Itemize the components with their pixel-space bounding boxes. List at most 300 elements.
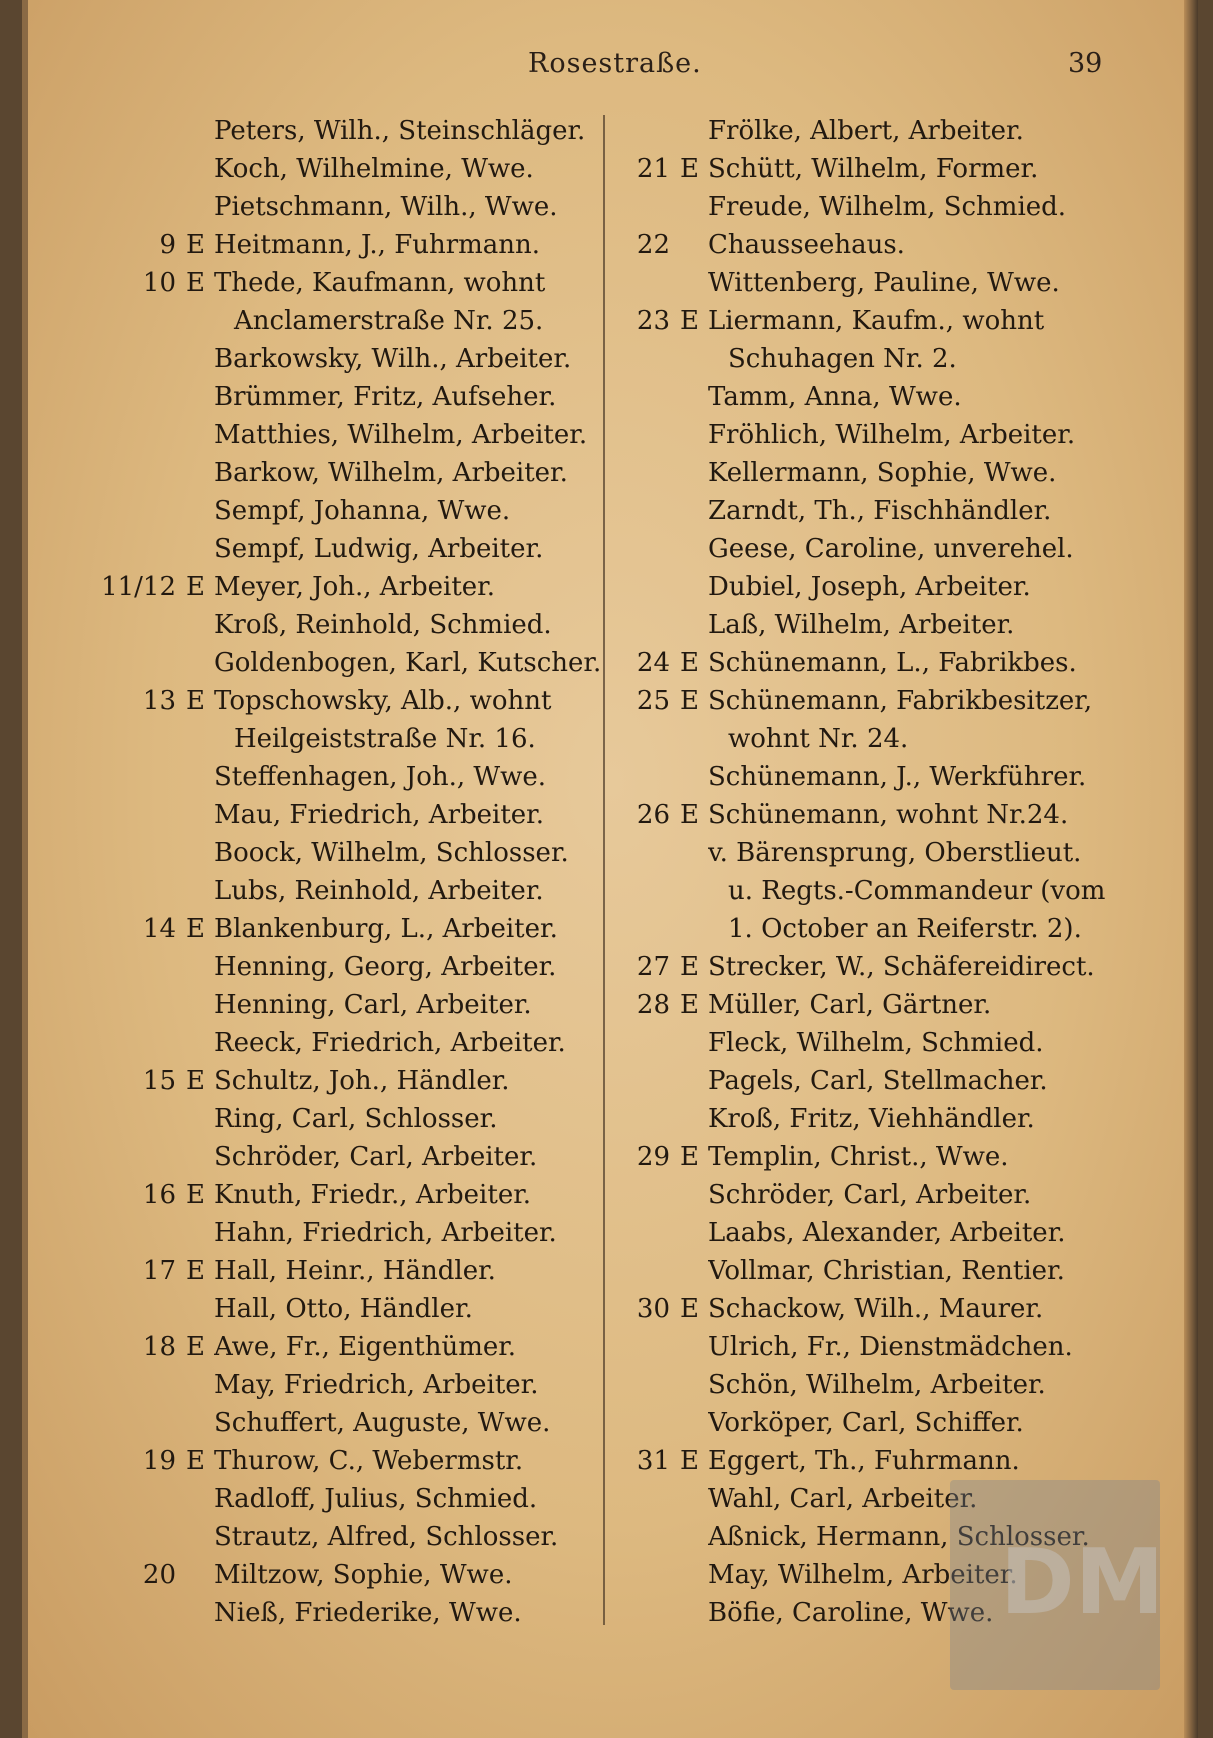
resident-text: Tamm, Anna, Wwe. bbox=[708, 382, 962, 412]
owner-marker bbox=[186, 188, 214, 226]
owner-marker bbox=[680, 872, 708, 910]
resident-text: Schröder, Carl, Arbeiter. bbox=[214, 1142, 538, 1172]
house-number bbox=[612, 1556, 680, 1594]
owner-marker bbox=[186, 416, 214, 454]
resident-text: Koch, Wilhelmine, Wwe. bbox=[214, 154, 534, 184]
running-title: Rosestraße. bbox=[528, 48, 702, 79]
directory-entry bbox=[612, 1062, 1132, 1100]
directory-entry bbox=[98, 1062, 618, 1100]
directory-entry bbox=[98, 530, 618, 568]
house-number bbox=[612, 606, 680, 644]
house-number: 14 bbox=[142, 914, 176, 944]
resident-text: Schuhagen Nr. 2. bbox=[728, 344, 957, 374]
resident-text: Nieß, Friederike, Wwe. bbox=[214, 1598, 522, 1628]
owner-marker bbox=[186, 1290, 214, 1328]
owner-marker: E bbox=[680, 648, 699, 678]
directory-entry bbox=[612, 796, 1132, 834]
owner-marker bbox=[680, 606, 708, 644]
directory-entry bbox=[98, 1100, 618, 1138]
house-number: 13 bbox=[142, 686, 176, 716]
house-number bbox=[612, 1404, 680, 1442]
book-page bbox=[22, 0, 1198, 1738]
house-number: 23 bbox=[636, 306, 670, 336]
resident-text: Miltzow, Sophie, Wwe. bbox=[214, 1560, 513, 1590]
resident-text: Strecker, W., Schäfereidirect. bbox=[708, 952, 1095, 982]
owner-marker bbox=[680, 416, 708, 454]
owner-marker bbox=[186, 150, 214, 188]
house-number bbox=[98, 1214, 186, 1252]
house-number bbox=[98, 758, 186, 796]
directory-entry bbox=[612, 112, 1132, 150]
resident-text: Heilgeiststraße Nr. 16. bbox=[234, 724, 536, 754]
owner-marker: E bbox=[186, 1332, 205, 1362]
directory-entry bbox=[98, 682, 618, 720]
resident-text: Steffenhagen, Joh., Wwe. bbox=[214, 762, 547, 792]
directory-entry bbox=[612, 1442, 1132, 1480]
house-number: 21 bbox=[636, 154, 670, 184]
owner-marker bbox=[186, 454, 214, 492]
directory-entry bbox=[612, 568, 1132, 606]
directory-entry bbox=[98, 606, 618, 644]
house-number bbox=[612, 1252, 680, 1290]
house-number bbox=[98, 834, 186, 872]
resident-text: Peters, Wilh., Steinschläger. bbox=[214, 116, 586, 146]
owner-marker bbox=[680, 1518, 708, 1556]
house-number: 29 bbox=[636, 1142, 670, 1172]
house-number bbox=[612, 834, 680, 872]
directory-entry bbox=[612, 872, 1132, 910]
resident-text: Goldenbogen, Karl, Kutscher. bbox=[214, 648, 602, 678]
house-number bbox=[98, 986, 186, 1024]
resident-text: Schuffert, Auguste, Wwe. bbox=[214, 1408, 551, 1438]
owner-marker: E bbox=[680, 686, 699, 716]
directory-entry bbox=[98, 1176, 618, 1214]
resident-text: wohnt Nr. 24. bbox=[728, 724, 909, 754]
resident-text: Henning, Georg, Arbeiter. bbox=[214, 952, 557, 982]
resident-text: Fleck, Wilhelm, Schmied. bbox=[708, 1028, 1044, 1058]
resident-text: Vollmar, Christian, Rentier. bbox=[708, 1256, 1065, 1286]
resident-text: Barkowsky, Wilh., Arbeiter. bbox=[214, 344, 572, 374]
owner-marker bbox=[680, 226, 708, 264]
owner-marker bbox=[680, 188, 708, 226]
directory-entry bbox=[98, 1480, 618, 1518]
directory-entry bbox=[98, 644, 618, 682]
owner-marker bbox=[680, 910, 708, 948]
owner-marker bbox=[680, 1024, 708, 1062]
resident-text: Schackow, Wilh., Maurer. bbox=[708, 1294, 1044, 1324]
owner-marker bbox=[680, 112, 708, 150]
directory-entry bbox=[98, 1594, 618, 1632]
house-number: 22 bbox=[636, 230, 670, 260]
directory-entry bbox=[98, 226, 618, 264]
house-number: 20 bbox=[142, 1560, 176, 1590]
house-number bbox=[98, 416, 186, 454]
directory-entry bbox=[612, 1252, 1132, 1290]
directory-entry bbox=[612, 986, 1132, 1024]
directory-entry bbox=[612, 1176, 1132, 1214]
house-number: 24 bbox=[636, 648, 670, 678]
owner-marker bbox=[186, 112, 214, 150]
directory-entry bbox=[98, 112, 618, 150]
right-column bbox=[612, 112, 1132, 1632]
house-number bbox=[612, 264, 680, 302]
owner-marker: E bbox=[680, 800, 699, 830]
resident-text: Liermann, Kaufm., wohnt bbox=[708, 306, 1045, 336]
house-number bbox=[612, 720, 680, 758]
directory-entry bbox=[612, 1024, 1132, 1062]
house-number bbox=[98, 188, 186, 226]
directory-entry bbox=[98, 1556, 618, 1594]
resident-text: Ring, Carl, Schlosser. bbox=[214, 1104, 498, 1134]
directory-entry bbox=[98, 720, 618, 758]
directory-entry bbox=[98, 1518, 618, 1556]
resident-text: Schultz, Joh., Händler. bbox=[214, 1066, 510, 1096]
resident-text: Vorköper, Carl, Schiffer. bbox=[708, 1408, 1024, 1438]
resident-text: Hahn, Friedrich, Arbeiter. bbox=[214, 1218, 557, 1248]
resident-text: Knuth, Friedr., Arbeiter. bbox=[214, 1180, 532, 1210]
owner-marker: E bbox=[680, 952, 699, 982]
owner-marker bbox=[680, 1366, 708, 1404]
house-number: 10 bbox=[142, 268, 176, 298]
owner-marker bbox=[186, 302, 214, 340]
house-number: 18 bbox=[142, 1332, 176, 1362]
resident-text: Chausseehaus. bbox=[708, 230, 905, 260]
directory-entry bbox=[612, 606, 1132, 644]
resident-text: Sempf, Johanna, Wwe. bbox=[214, 496, 511, 526]
house-number bbox=[612, 872, 680, 910]
resident-text: Böfie, Caroline, Wwe. bbox=[708, 1598, 994, 1628]
directory-entry bbox=[98, 834, 618, 872]
resident-text: Henning, Carl, Arbeiter. bbox=[214, 990, 532, 1020]
resident-text: Wahl, Carl, Arbeiter. bbox=[708, 1484, 978, 1514]
directory-entry bbox=[612, 378, 1132, 416]
directory-entry bbox=[612, 1290, 1132, 1328]
directory-entry bbox=[98, 416, 618, 454]
owner-marker bbox=[680, 264, 708, 302]
resident-text: Topschowsky, Alb., wohnt bbox=[214, 686, 552, 716]
owner-marker bbox=[186, 492, 214, 530]
watermark-text: DM bbox=[1000, 1530, 1165, 1635]
house-number bbox=[98, 606, 186, 644]
resident-text: Ulrich, Fr., Dienstmädchen. bbox=[708, 1332, 1073, 1362]
resident-text: 1. October an Reiferstr. 2). bbox=[728, 914, 1082, 944]
owner-marker bbox=[680, 1480, 708, 1518]
house-number bbox=[612, 1366, 680, 1404]
house-number bbox=[98, 1100, 186, 1138]
directory-entry bbox=[98, 568, 618, 606]
resident-text: Heitmann, J., Fuhrmann. bbox=[214, 230, 541, 260]
directory-entry bbox=[98, 454, 618, 492]
owner-marker bbox=[186, 530, 214, 568]
house-number: 17 bbox=[142, 1256, 176, 1286]
owner-marker bbox=[680, 568, 708, 606]
directory-entry bbox=[612, 416, 1132, 454]
resident-text: Schön, Wilhelm, Arbeiter. bbox=[708, 1370, 1046, 1400]
resident-text: Brümmer, Fritz, Aufseher. bbox=[214, 382, 557, 412]
owner-marker bbox=[186, 948, 214, 986]
resident-text: Geese, Caroline, unverehel. bbox=[708, 534, 1074, 564]
owner-marker bbox=[680, 1214, 708, 1252]
directory-entry bbox=[612, 682, 1132, 720]
directory-entry bbox=[98, 1404, 618, 1442]
house-number bbox=[612, 1480, 680, 1518]
directory-entry bbox=[612, 720, 1132, 758]
resident-text: Schünemann, L., Fabrikbes. bbox=[708, 648, 1077, 678]
owner-marker bbox=[680, 1062, 708, 1100]
owner-marker: E bbox=[186, 1180, 205, 1210]
directory-entry bbox=[98, 872, 618, 910]
directory-entry bbox=[98, 340, 618, 378]
resident-text: Schünemann, Fabrikbesitzer, bbox=[708, 686, 1093, 716]
house-number bbox=[98, 1518, 186, 1556]
house-number: 26 bbox=[636, 800, 670, 830]
house-number bbox=[98, 796, 186, 834]
owner-marker bbox=[680, 340, 708, 378]
owner-marker: E bbox=[186, 686, 205, 716]
resident-text: Aßnick, Hermann, Schlosser. bbox=[708, 1522, 1090, 1552]
directory-entry bbox=[612, 1138, 1132, 1176]
directory-entry bbox=[98, 1138, 618, 1176]
directory-entry bbox=[98, 1024, 618, 1062]
directory-entry bbox=[612, 1214, 1132, 1252]
directory-entry bbox=[98, 1214, 618, 1252]
house-number bbox=[612, 758, 680, 796]
owner-marker bbox=[186, 796, 214, 834]
owner-marker bbox=[186, 606, 214, 644]
owner-marker bbox=[186, 644, 214, 682]
owner-marker bbox=[680, 720, 708, 758]
owner-marker bbox=[186, 834, 214, 872]
house-number bbox=[98, 530, 186, 568]
page-number: 39 bbox=[1068, 48, 1103, 79]
resident-text: Dubiel, Joseph, Arbeiter. bbox=[708, 572, 1031, 602]
directory-entry bbox=[98, 150, 618, 188]
house-number bbox=[612, 910, 680, 948]
owner-marker bbox=[680, 1252, 708, 1290]
owner-marker bbox=[186, 1594, 214, 1632]
owner-marker bbox=[680, 530, 708, 568]
owner-marker bbox=[680, 1404, 708, 1442]
resident-text: Eggert, Th., Fuhrmann. bbox=[708, 1446, 1020, 1476]
owner-marker bbox=[680, 1100, 708, 1138]
house-number bbox=[612, 492, 680, 530]
house-number bbox=[98, 1366, 186, 1404]
owner-marker bbox=[186, 720, 214, 758]
directory-entry bbox=[612, 1404, 1132, 1442]
owner-marker bbox=[680, 1556, 708, 1594]
house-number bbox=[612, 340, 680, 378]
house-number: 9 bbox=[159, 230, 176, 260]
owner-marker bbox=[186, 758, 214, 796]
house-number bbox=[98, 1480, 186, 1518]
directory-entry bbox=[98, 796, 618, 834]
resident-text: Laabs, Alexander, Arbeiter. bbox=[708, 1218, 1066, 1248]
resident-text: Fröhlich, Wilhelm, Arbeiter. bbox=[708, 420, 1076, 450]
resident-text: Pagels, Carl, Stellmacher. bbox=[708, 1066, 1048, 1096]
directory-entry bbox=[612, 1100, 1132, 1138]
directory-entry bbox=[612, 302, 1132, 340]
owner-marker bbox=[680, 454, 708, 492]
resident-text: Barkow, Wilhelm, Arbeiter. bbox=[214, 458, 568, 488]
directory-entry bbox=[98, 1442, 618, 1480]
house-number bbox=[612, 454, 680, 492]
directory-entry bbox=[98, 1328, 618, 1366]
directory-entry bbox=[98, 492, 618, 530]
house-number bbox=[98, 720, 186, 758]
house-number bbox=[98, 340, 186, 378]
house-number bbox=[612, 378, 680, 416]
owner-marker: E bbox=[186, 230, 205, 260]
left-column bbox=[98, 112, 618, 1632]
resident-text: Kroß, Fritz, Viehhändler. bbox=[708, 1104, 1035, 1134]
resident-text: Frölke, Albert, Arbeiter. bbox=[708, 116, 1024, 146]
directory-entry bbox=[98, 1290, 618, 1328]
resident-text: May, Friedrich, Arbeiter. bbox=[214, 1370, 539, 1400]
owner-marker: E bbox=[186, 914, 205, 944]
directory-entry bbox=[612, 530, 1132, 568]
owner-marker bbox=[186, 872, 214, 910]
directory-entry bbox=[98, 264, 618, 302]
directory-entry bbox=[98, 910, 618, 948]
owner-marker bbox=[680, 1328, 708, 1366]
owner-marker bbox=[680, 1594, 708, 1632]
resident-text: Anclamerstraße Nr. 25. bbox=[234, 306, 544, 336]
owner-marker bbox=[186, 1024, 214, 1062]
owner-marker: E bbox=[186, 268, 205, 298]
resident-text: v. Bärensprung, Oberstlieut. bbox=[708, 838, 1082, 868]
house-number bbox=[612, 1518, 680, 1556]
directory-entry bbox=[612, 150, 1132, 188]
page-header bbox=[28, 48, 1198, 88]
resident-text: Strautz, Alfred, Schlosser. bbox=[214, 1522, 559, 1552]
house-number: 28 bbox=[636, 990, 670, 1020]
owner-marker: E bbox=[186, 572, 205, 602]
resident-text: Boock, Wilhelm, Schlosser. bbox=[214, 838, 569, 868]
owner-marker bbox=[186, 1480, 214, 1518]
resident-text: Matthies, Wilhelm, Arbeiter. bbox=[214, 420, 588, 450]
directory-entry bbox=[98, 758, 618, 796]
resident-text: Reeck, Friedrich, Arbeiter. bbox=[214, 1028, 566, 1058]
house-number: 27 bbox=[636, 952, 670, 982]
house-number bbox=[612, 416, 680, 454]
resident-text: Schröder, Carl, Arbeiter. bbox=[708, 1180, 1032, 1210]
directory-entry bbox=[612, 454, 1132, 492]
owner-marker bbox=[680, 492, 708, 530]
resident-text: Blankenburg, L., Arbeiter. bbox=[214, 914, 558, 944]
resident-text: Templin, Christ., Wwe. bbox=[708, 1142, 1009, 1172]
house-number bbox=[98, 1290, 186, 1328]
resident-text: Hall, Otto, Händler. bbox=[214, 1294, 473, 1324]
resident-text: Awe, Fr., Eigenthümer. bbox=[214, 1332, 517, 1362]
house-number bbox=[98, 1024, 186, 1062]
house-number bbox=[612, 188, 680, 226]
house-number bbox=[98, 872, 186, 910]
owner-marker bbox=[186, 1138, 214, 1176]
resident-text: Schünemann, J., Werkführer. bbox=[708, 762, 1087, 792]
house-number: 15 bbox=[142, 1066, 176, 1096]
owner-marker bbox=[186, 1518, 214, 1556]
resident-text: Schünemann, wohnt Nr.24. bbox=[708, 800, 1069, 830]
house-number bbox=[612, 568, 680, 606]
house-number bbox=[612, 112, 680, 150]
house-number: 16 bbox=[142, 1180, 176, 1210]
owner-marker bbox=[186, 340, 214, 378]
resident-text: Laß, Wilhelm, Arbeiter. bbox=[708, 610, 1015, 640]
house-number bbox=[98, 150, 186, 188]
house-number bbox=[612, 1062, 680, 1100]
directory-entry bbox=[612, 758, 1132, 796]
house-number bbox=[98, 948, 186, 986]
house-number bbox=[98, 378, 186, 416]
house-number bbox=[612, 1100, 680, 1138]
house-number bbox=[612, 1024, 680, 1062]
resident-text: Zarndt, Th., Fischhändler. bbox=[708, 496, 1052, 526]
house-number bbox=[98, 1138, 186, 1176]
house-number bbox=[612, 1594, 680, 1632]
owner-marker: E bbox=[680, 154, 699, 184]
house-number bbox=[612, 530, 680, 568]
house-number: 30 bbox=[636, 1294, 670, 1324]
owner-marker: E bbox=[680, 990, 699, 1020]
directory-entry bbox=[612, 188, 1132, 226]
resident-text: Sempf, Ludwig, Arbeiter. bbox=[214, 534, 544, 564]
house-number bbox=[98, 112, 186, 150]
owner-marker: E bbox=[680, 1294, 699, 1324]
resident-text: Wittenberg, Pauline, Wwe. bbox=[708, 268, 1060, 298]
owner-marker bbox=[680, 1176, 708, 1214]
directory-entry bbox=[98, 948, 618, 986]
directory-entry bbox=[98, 1366, 618, 1404]
directory-entry bbox=[98, 302, 618, 340]
resident-text: Müller, Carl, Gärtner. bbox=[708, 990, 992, 1020]
directory-entry bbox=[612, 644, 1132, 682]
owner-marker: E bbox=[680, 1142, 699, 1172]
house-number bbox=[612, 1176, 680, 1214]
directory-entry bbox=[98, 378, 618, 416]
owner-marker bbox=[680, 378, 708, 416]
resident-text: Radloff, Julius, Schmied. bbox=[214, 1484, 538, 1514]
resident-text: Kroß, Reinhold, Schmied. bbox=[214, 610, 552, 640]
resident-text: May, Wilhelm, Arbeiter. bbox=[708, 1560, 1018, 1590]
house-number bbox=[612, 1328, 680, 1366]
directory-entry bbox=[612, 910, 1132, 948]
house-number bbox=[98, 1404, 186, 1442]
owner-marker: E bbox=[680, 1446, 699, 1476]
resident-text: Thurow, C., Webermstr. bbox=[214, 1446, 524, 1476]
resident-text: Thede, Kaufmann, wohnt bbox=[214, 268, 546, 298]
directory-entry bbox=[98, 986, 618, 1024]
resident-text: Pietschmann, Wilh., Wwe. bbox=[214, 192, 558, 222]
directory-entry bbox=[612, 264, 1132, 302]
page-edge bbox=[1184, 0, 1198, 1738]
directory-entry bbox=[612, 1328, 1132, 1366]
directory-entry bbox=[612, 834, 1132, 872]
owner-marker bbox=[680, 834, 708, 872]
house-number bbox=[98, 644, 186, 682]
owner-marker bbox=[186, 1556, 214, 1594]
owner-marker bbox=[186, 1214, 214, 1252]
owner-marker: E bbox=[680, 306, 699, 336]
owner-marker bbox=[186, 1366, 214, 1404]
owner-marker bbox=[186, 1100, 214, 1138]
owner-marker bbox=[186, 378, 214, 416]
owner-marker bbox=[680, 758, 708, 796]
resident-text: Hall, Heinr., Händler. bbox=[214, 1256, 496, 1286]
directory-entry bbox=[612, 1366, 1132, 1404]
owner-marker: E bbox=[186, 1066, 205, 1096]
house-number: 31 bbox=[636, 1446, 670, 1476]
owner-marker: E bbox=[186, 1446, 205, 1476]
